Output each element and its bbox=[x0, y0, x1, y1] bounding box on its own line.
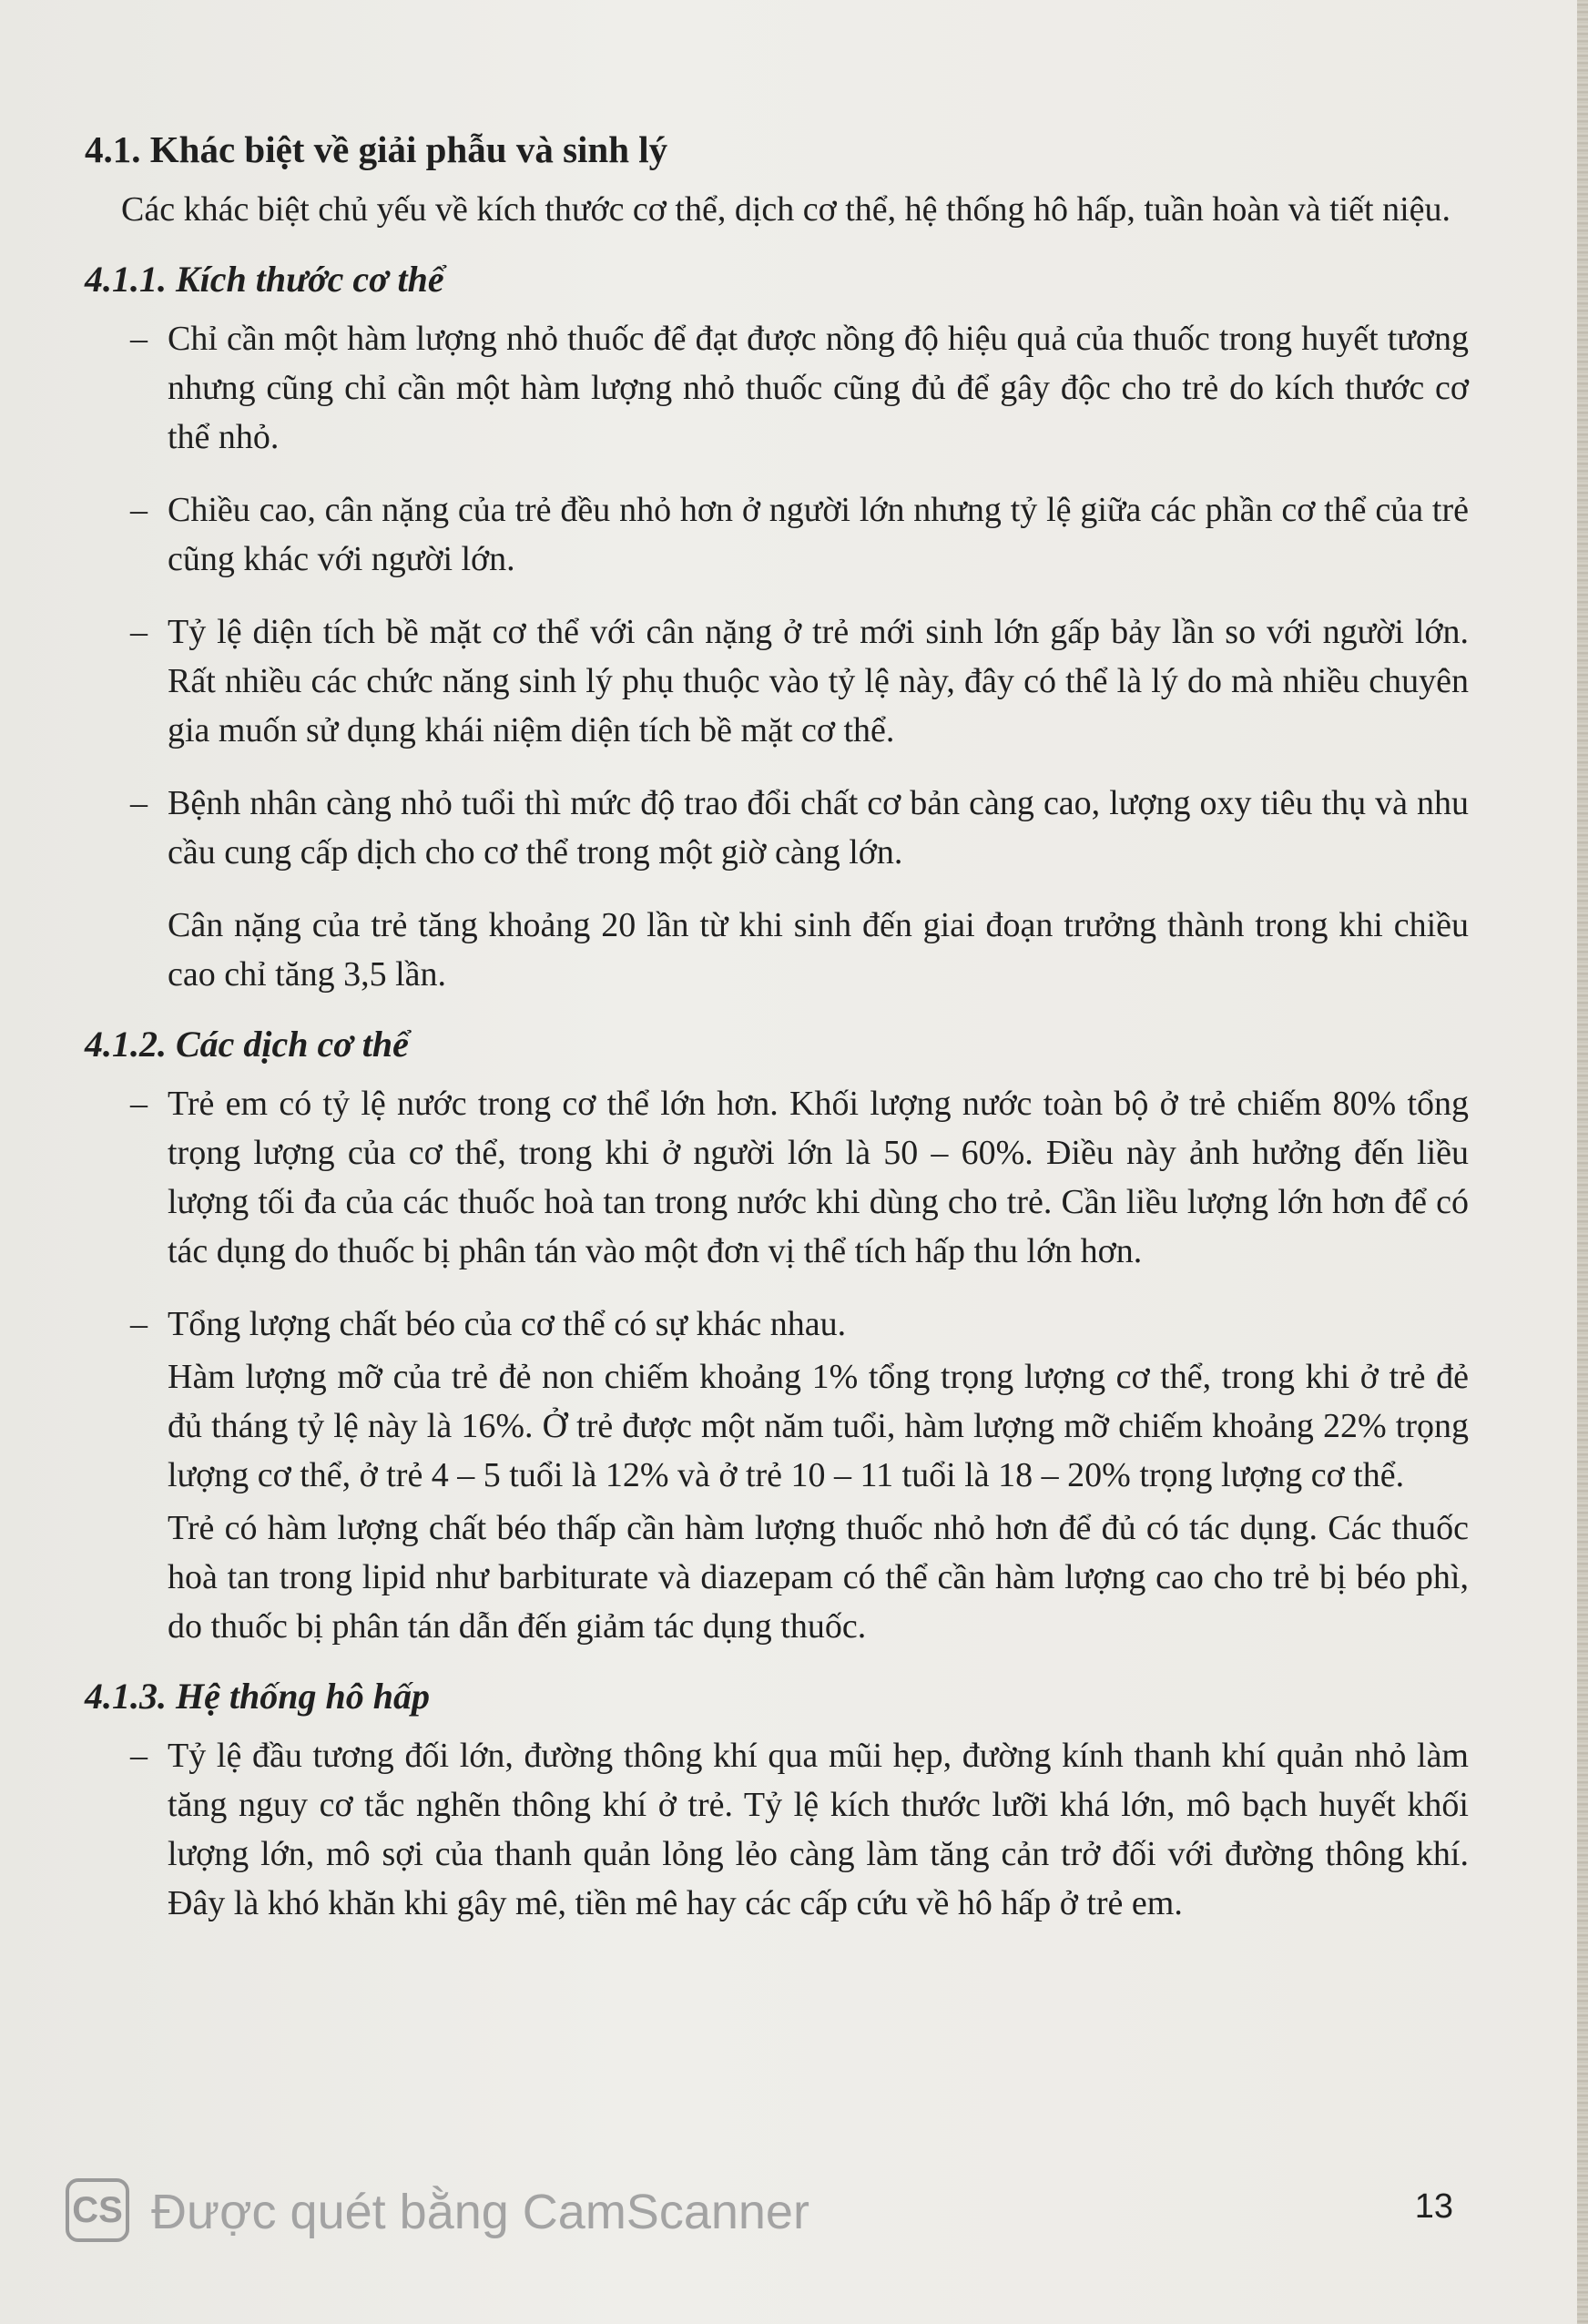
list-item bbox=[85, 314, 1469, 462]
list-item-text: Tỷ lệ diện tích bề mặt cơ thể với cân nặng ở trẻ mới sinh lớn gấp bảy lần so với người lớn. Rất nhiều các chức năng sinh lý phụ thuộc vào tỷ lệ này, đây có thể là lý do mà nhiều chuyên gia muốn sử dụng khái niệm diện tích bề mặt cơ thể. bbox=[168, 613, 1469, 750]
body-paragraph: Cân nặng của trẻ tăng khoảng 20 lần từ khi sinh đến giai đoạn trưởng thành trong khi chiều cao chỉ tăng 3,5 lần. bbox=[168, 906, 1469, 994]
bullet-dash: – bbox=[130, 1085, 148, 1124]
list-item bbox=[85, 607, 1469, 755]
bullet-dash: – bbox=[130, 320, 148, 359]
list-item-text: Chỉ cần một hàm lượng nhỏ thuốc để đạt được nồng độ hiệu quả của thuốc trong huyết tương nhưng cũng chỉ cần một hàm lượng nhỏ thuốc cũng đủ để gây độc cho trẻ do kích thước cơ thể nhỏ. bbox=[168, 320, 1469, 457]
subsection-title-respiratory: 4.1.3. Hệ thống hô hấp bbox=[85, 1676, 430, 1718]
list-item-text: Bệnh nhân càng nhỏ tuổi thì mức độ trao đổi chất cơ bản càng cao, lượng oxy tiêu thụ và nhu cầu cung cấp dịch cho cơ thể trong một giờ càng lớn. bbox=[168, 784, 1469, 872]
list-item-text: Trẻ em có tỷ lệ nước trong cơ thể lớn hơn. Khối lượng nước toàn bộ ở trẻ chiếm 80% tổng trọng lượng của cơ thể, trong khi ở người lớn là 50 – 60%. Điều này ảnh hưởng đến liều lượng tối đa của các thuốc hoà tan trong nước khi dùng cho trẻ. Cần liều lượng lớn hơn để có tác dụng do thuốc bị phân tán vào một đơn vị thể tích hấp thu lớn hơn. bbox=[168, 1085, 1469, 1271]
bullet-dash: – bbox=[130, 1305, 148, 1344]
page-footer bbox=[66, 2178, 1486, 2251]
page-number: 13 bbox=[1414, 2187, 1453, 2226]
bullet-dash: – bbox=[130, 613, 148, 652]
scanner-watermark: Được quét bằng CamScanner bbox=[151, 2185, 809, 2239]
page-content bbox=[85, 127, 1469, 1952]
subsection-title-body-fluids: 4.1.2. Các dịch cơ thể bbox=[85, 1024, 409, 1065]
subsection-title-body-size: 4.1.1. Kích thước cơ thể bbox=[85, 259, 444, 301]
list-item bbox=[85, 1731, 1469, 1928]
list-item-text: Tỷ lệ đầu tương đối lớn, đường thông khí qua mũi hẹp, đường kính thanh khí quản nhỏ làm tăng nguy cơ tắc nghẽn thông khí ở trẻ. Tỷ lệ kích thước lưỡi khá lớn, mô bạch huyết khối lượng lớn, mô sợi của thanh quản lỏng lẻo càng làm tăng cản trở đối với đường thông khí. Đây là khó khăn khi gây mê, tiền mê hay các cấp cứu về hô hấp ở trẻ em. bbox=[168, 1737, 1469, 1923]
body-paragraph: Trẻ có hàm lượng chất béo thấp cần hàm lượng thuốc nhỏ hơn để đủ có tác dụng. Các thuốc hoà tan trong lipid như barbiturate và diazepam có thể cần hàm lượng cao cho trẻ bị béo phì, do thuốc bị phân tán dẫn đến giảm tác dụng thuốc. bbox=[168, 1509, 1469, 1646]
body-paragraph: Hàm lượng mỡ của trẻ đẻ non chiếm khoảng 1% tổng trọng lượng cơ thể, trong khi ở trẻ đẻ đủ tháng tỷ lệ này là 16%. Ở trẻ được một năm tuổi, hàm lượng mỡ chiếm khoảng 22% trọng lượng cơ thể, ở trẻ 4 – 5 tuổi là 12% và ở trẻ 10 – 11 tuổi là 18 – 20% trọng lượng cơ thể. bbox=[168, 1358, 1469, 1495]
section-intro: Các khác biệt chủ yếu về kích thước cơ thể, dịch cơ thể, hệ thống hô hấp, tuần hoàn và tiết niệu. bbox=[121, 190, 1451, 229]
list-item bbox=[85, 779, 1469, 877]
list-item bbox=[85, 1079, 1469, 1276]
list-item bbox=[85, 485, 1469, 584]
list-item-text: Tổng lượng chất béo của cơ thể có sự khác nhau. bbox=[168, 1305, 847, 1344]
bullet-dash: – bbox=[130, 1737, 148, 1776]
camscanner-logo-icon: CS bbox=[66, 2178, 129, 2242]
bullet-dash: – bbox=[130, 784, 148, 823]
list-item-text: Chiều cao, cân nặng của trẻ đều nhỏ hơn ở người lớn nhưng tỷ lệ giữa các phần cơ thể của trẻ cũng khác với người lớn. bbox=[168, 491, 1469, 579]
list-item bbox=[85, 1300, 1469, 1349]
bullet-dash: – bbox=[130, 491, 148, 530]
section-title: 4.1. Khác biệt về giải phẫu và sinh lý bbox=[85, 128, 668, 170]
page-edge bbox=[1577, 0, 1588, 2324]
